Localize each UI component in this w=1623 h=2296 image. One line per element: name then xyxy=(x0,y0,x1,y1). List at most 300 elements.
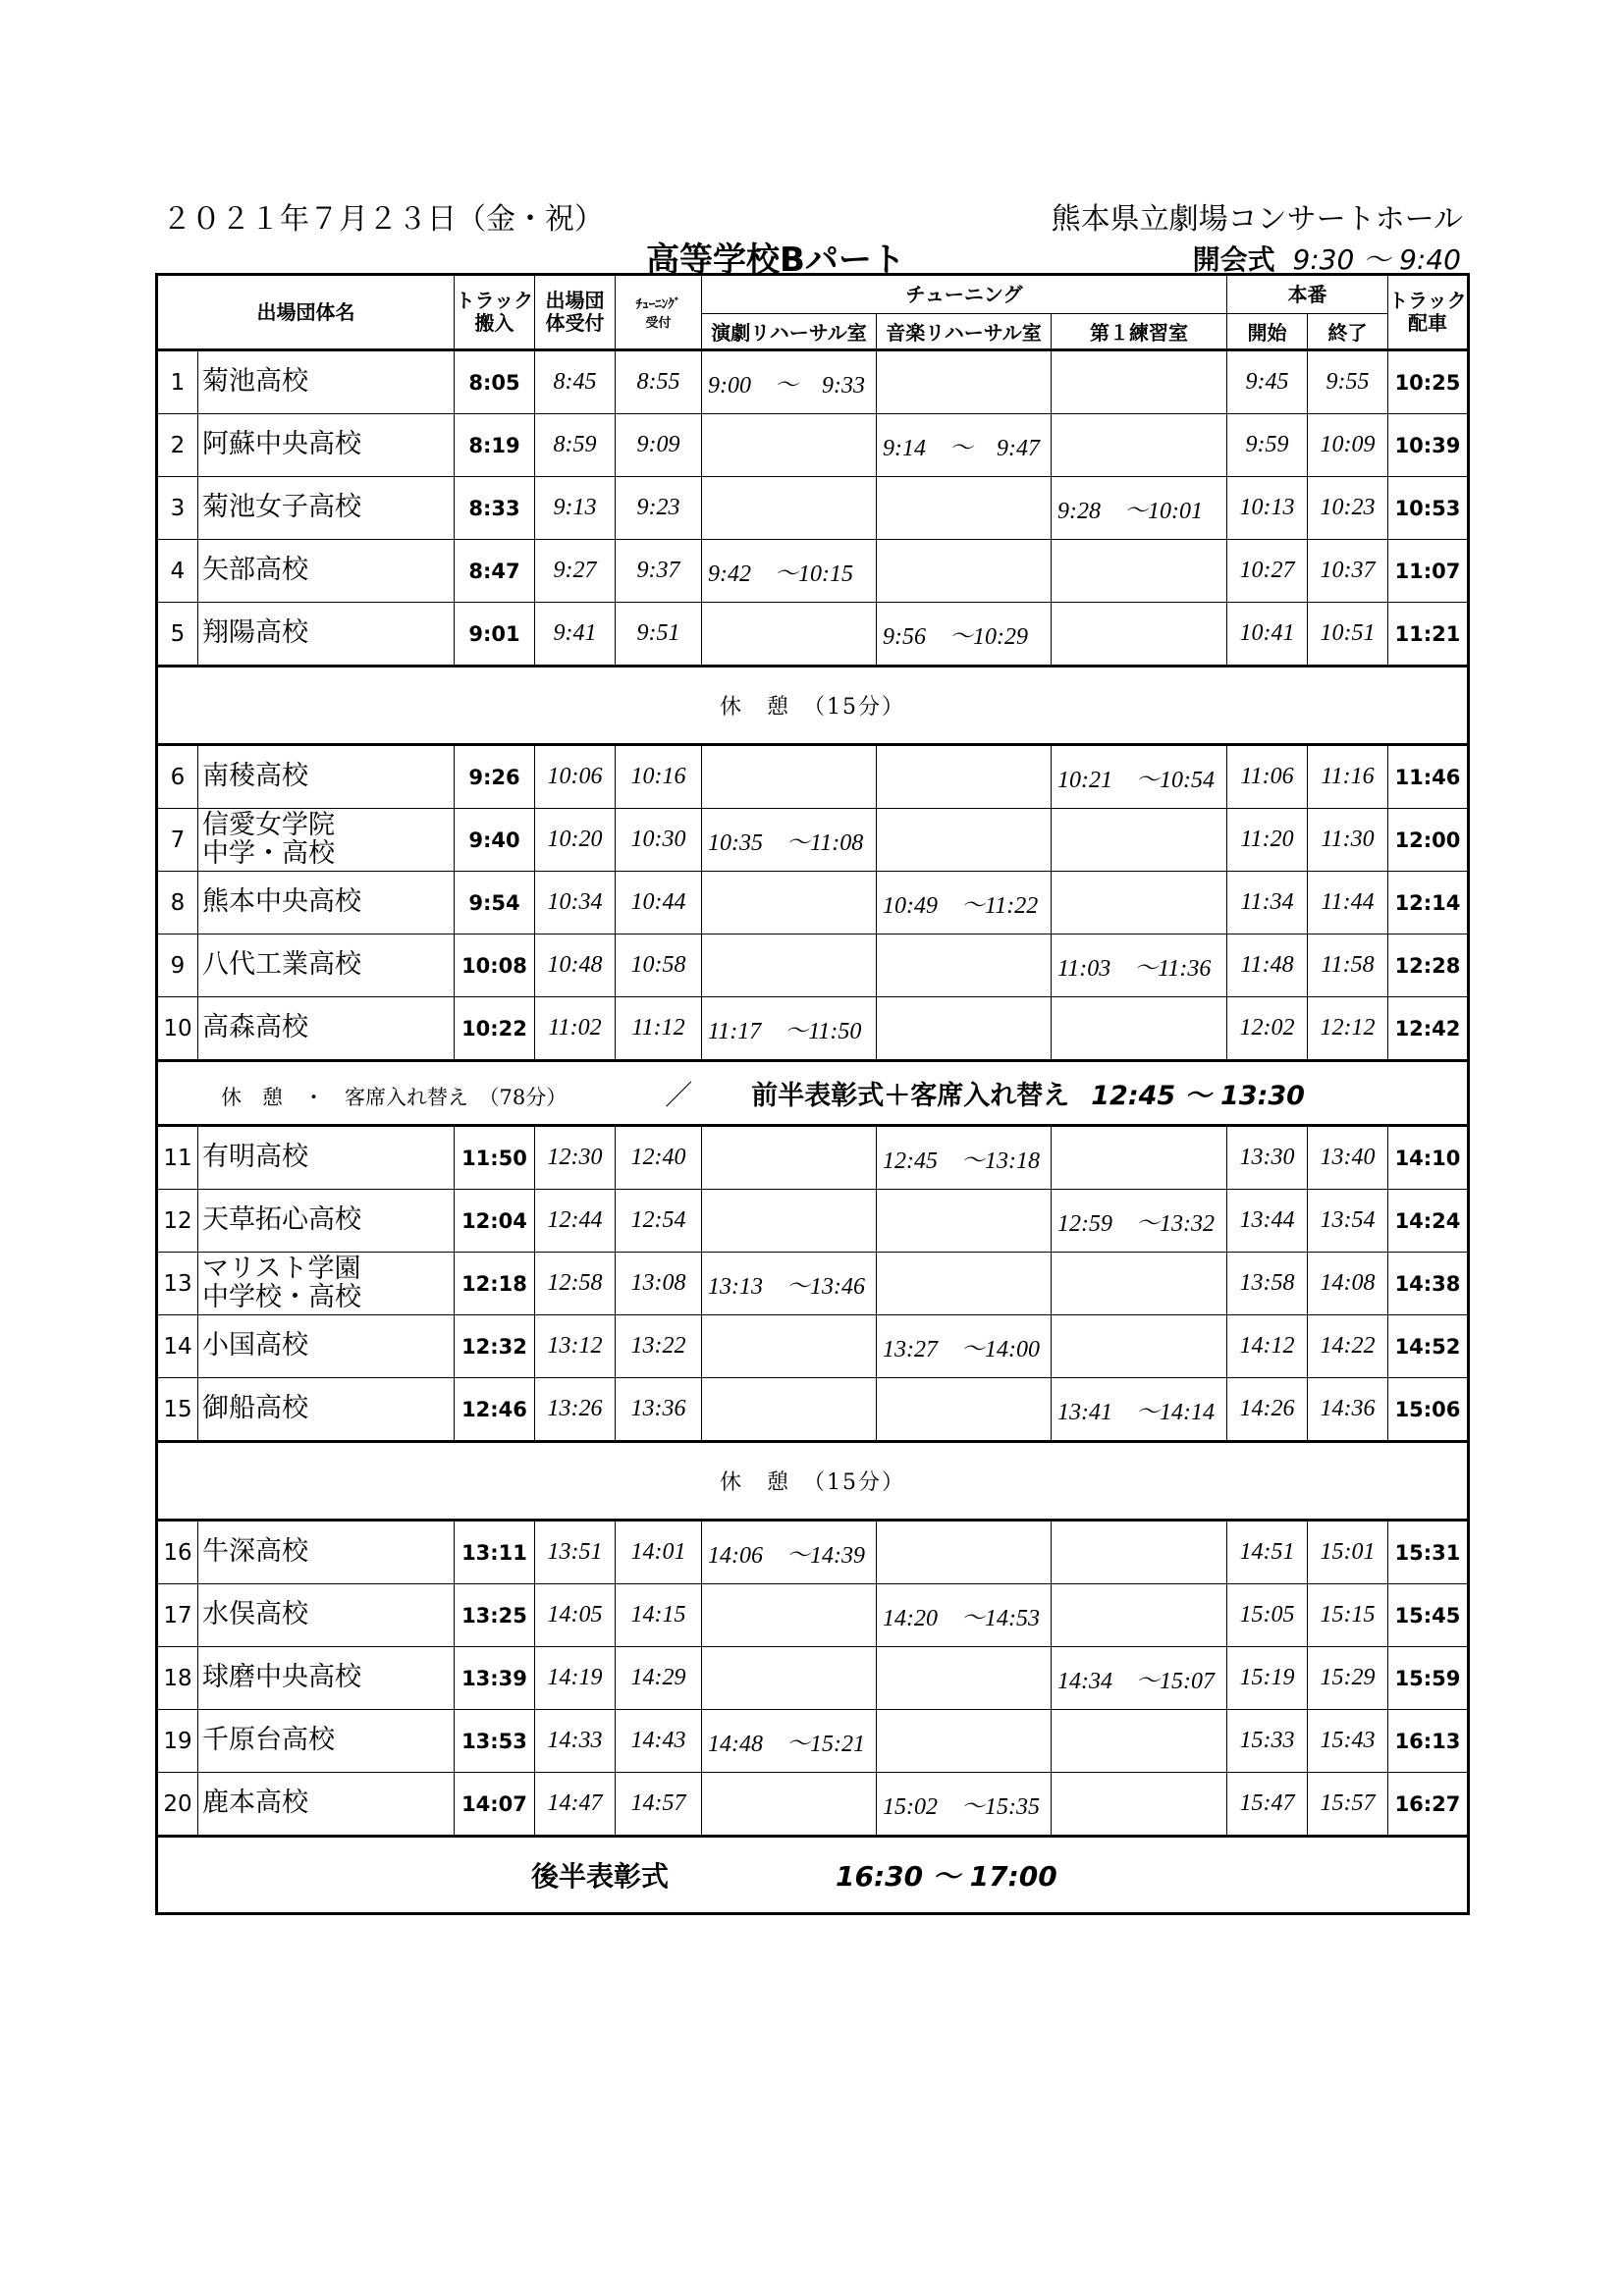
performance-end: 11:16 xyxy=(1308,745,1388,809)
performance-end: 11:58 xyxy=(1308,934,1388,997)
practice-room-slot xyxy=(1052,414,1227,477)
music-room-slot xyxy=(877,745,1052,809)
performance-start: 13:30 xyxy=(1227,1126,1308,1190)
practice-room-slot: 10:21 〜10:54 xyxy=(1052,745,1227,809)
ceremony-time: 12:45 〜 13:30 xyxy=(1091,1080,1305,1111)
group-name-line1: 阿蘇中央高校 xyxy=(202,429,361,460)
table-row xyxy=(157,477,1469,540)
col-truck-in-2: 搬入 xyxy=(474,311,514,335)
table-row xyxy=(157,1190,1469,1253)
table-row xyxy=(157,540,1469,603)
reception-time: 14:05 xyxy=(535,1584,616,1647)
table-row xyxy=(157,350,1469,414)
truck-in-time: 9:40 xyxy=(455,809,535,872)
group-name-line1: 翔陽高校 xyxy=(202,617,308,649)
table-row xyxy=(157,872,1469,934)
group-name-line1: 水俣高校 xyxy=(202,1599,308,1630)
practice-room-slot xyxy=(1052,997,1227,1061)
col-group: 出場団体名 xyxy=(157,275,455,350)
opening-label: 開会式 xyxy=(1192,243,1275,276)
tuning-reception-time: 14:43 xyxy=(616,1710,702,1773)
practice-room-slot xyxy=(1052,540,1227,603)
tuning-reception-time: 13:36 xyxy=(616,1378,702,1442)
row-number: 12 xyxy=(157,1190,198,1253)
group-name xyxy=(198,1378,455,1442)
table-row xyxy=(157,1647,1469,1710)
tuning-reception-time: 9:09 xyxy=(616,414,702,477)
performance-end: 14:08 xyxy=(1308,1253,1388,1315)
truck-in-time: 9:26 xyxy=(455,745,535,809)
performance-end: 15:01 xyxy=(1308,1521,1388,1584)
drama-room-slot xyxy=(702,603,877,667)
group-name xyxy=(198,872,455,934)
truck-out-time: 12:28 xyxy=(1388,934,1469,997)
reception-time: 13:12 xyxy=(535,1315,616,1378)
reception-time: 13:26 xyxy=(535,1378,616,1442)
practice-room-slot: 13:41 〜14:14 xyxy=(1052,1378,1227,1442)
tuning-reception-time: 14:15 xyxy=(616,1584,702,1647)
performance-start: 13:44 xyxy=(1227,1190,1308,1253)
truck-out-time: 15:06 xyxy=(1388,1378,1469,1442)
header-row-1 xyxy=(157,275,1469,314)
practice-room-slot xyxy=(1052,1521,1227,1584)
practice-room-slot xyxy=(1052,1126,1227,1190)
practice-room-slot: 9:28 〜10:01 xyxy=(1052,477,1227,540)
final-ceremony-time: 16:30 〜 17:00 xyxy=(836,1860,1057,1893)
truck-in-time: 10:08 xyxy=(455,934,535,997)
group-name-line1: 熊本中央高校 xyxy=(202,886,361,918)
group-name xyxy=(198,1521,455,1584)
reception-time: 12:58 xyxy=(535,1253,616,1315)
truck-out-time: 14:38 xyxy=(1388,1253,1469,1315)
col-truck-out-2: 配車 xyxy=(1408,311,1447,335)
group-name xyxy=(198,1647,455,1710)
music-room-slot xyxy=(877,350,1052,414)
reception-time: 10:48 xyxy=(535,934,616,997)
table-row xyxy=(157,997,1469,1061)
reception-time: 11:02 xyxy=(535,997,616,1061)
reception-time: 8:59 xyxy=(535,414,616,477)
truck-out-time: 15:45 xyxy=(1388,1584,1469,1647)
row-number: 13 xyxy=(157,1253,198,1315)
reception-time: 14:19 xyxy=(535,1647,616,1710)
table-row xyxy=(157,745,1469,809)
truck-in-time: 9:54 xyxy=(455,872,535,934)
truck-in-time: 12:46 xyxy=(455,1378,535,1442)
performance-end: 15:15 xyxy=(1308,1584,1388,1647)
group-name xyxy=(198,1315,455,1378)
col-room-music: 音楽リハーサル室 xyxy=(877,314,1052,350)
performance-start: 15:33 xyxy=(1227,1710,1308,1773)
truck-out-time: 12:14 xyxy=(1388,872,1469,934)
col-end: 終了 xyxy=(1308,314,1388,350)
tuning-reception-time: 9:23 xyxy=(616,477,702,540)
performance-start: 14:26 xyxy=(1227,1378,1308,1442)
row-number: 16 xyxy=(157,1521,198,1584)
music-room-slot xyxy=(877,1190,1052,1253)
break-label: 休 憩 ・ 客席入れ替え （78分） xyxy=(221,1085,568,1109)
group-name xyxy=(198,1773,455,1837)
group-name xyxy=(198,1253,455,1315)
truck-out-time: 16:27 xyxy=(1388,1773,1469,1837)
truck-out-time: 10:39 xyxy=(1388,414,1469,477)
drama-room-slot: 9:42 〜10:15 xyxy=(702,540,877,603)
music-room-slot xyxy=(877,809,1052,872)
performance-start: 10:13 xyxy=(1227,477,1308,540)
performance-end: 10:09 xyxy=(1308,414,1388,477)
reception-time: 12:30 xyxy=(535,1126,616,1190)
truck-in-time: 8:05 xyxy=(455,350,535,414)
row-number: 1 xyxy=(157,350,198,414)
group-name-line1: 高森高校 xyxy=(202,1012,308,1043)
reception-time: 10:34 xyxy=(535,872,616,934)
group-name xyxy=(198,414,455,477)
group-name xyxy=(198,477,455,540)
separator: ／ xyxy=(665,1078,693,1111)
practice-room-slot: 12:59 〜13:32 xyxy=(1052,1190,1227,1253)
performance-end: 11:44 xyxy=(1308,872,1388,934)
col-truck-in xyxy=(455,275,535,350)
practice-room-slot xyxy=(1052,872,1227,934)
performance-start: 11:20 xyxy=(1227,809,1308,872)
truck-out-time: 10:25 xyxy=(1388,350,1469,414)
music-room-slot: 15:02 〜15:35 xyxy=(877,1773,1052,1837)
col-truck-in-1: トラック xyxy=(455,289,534,312)
reception-time: 14:33 xyxy=(535,1710,616,1773)
reception-time: 9:27 xyxy=(535,540,616,603)
group-name-line1: 矢部高校 xyxy=(202,555,308,586)
row-number: 11 xyxy=(157,1126,198,1190)
practice-room-slot xyxy=(1052,809,1227,872)
row-number: 19 xyxy=(157,1710,198,1773)
group-name-line2: 中学校・高校 xyxy=(202,1281,361,1312)
truck-out-time: 12:00 xyxy=(1388,809,1469,872)
group-name xyxy=(198,603,455,667)
performance-start: 13:58 xyxy=(1227,1253,1308,1315)
group-name xyxy=(198,350,455,414)
drama-room-slot xyxy=(702,1126,877,1190)
performance-start: 14:12 xyxy=(1227,1315,1308,1378)
group-name-line1: 球磨中央高校 xyxy=(202,1662,361,1693)
opening-time: 9:30 〜 9:40 xyxy=(1292,243,1461,276)
break-label: 休 憩 （15分） xyxy=(157,1442,1469,1521)
tuning-reception-time: 13:22 xyxy=(616,1315,702,1378)
tuning-reception-time: 10:16 xyxy=(616,745,702,809)
performance-start: 10:41 xyxy=(1227,603,1308,667)
table-row xyxy=(157,1773,1469,1837)
break-row-ceremony xyxy=(157,1061,1469,1126)
group-name xyxy=(198,745,455,809)
row-number: 6 xyxy=(157,745,198,809)
group-name-line1: 菊池女子高校 xyxy=(202,492,361,523)
drama-room-slot xyxy=(702,477,877,540)
music-room-slot: 13:27 〜14:00 xyxy=(877,1315,1052,1378)
row-number: 14 xyxy=(157,1315,198,1378)
row-number: 17 xyxy=(157,1584,198,1647)
col-room-practice: 第１練習室 xyxy=(1052,314,1227,350)
tuning-reception-time: 14:29 xyxy=(616,1647,702,1710)
truck-out-time: 14:10 xyxy=(1388,1126,1469,1190)
group-name xyxy=(198,1710,455,1773)
col-start: 開始 xyxy=(1227,314,1308,350)
drama-room-slot xyxy=(702,1773,877,1837)
table-row xyxy=(157,603,1469,667)
music-room-slot xyxy=(877,540,1052,603)
performance-end: 15:29 xyxy=(1308,1647,1388,1710)
group-name-line1: 千原台高校 xyxy=(202,1725,335,1756)
group-name-line1: マリスト学園 xyxy=(202,1254,361,1285)
performance-start: 11:48 xyxy=(1227,934,1308,997)
table-row xyxy=(157,934,1469,997)
tuning-reception-time: 10:44 xyxy=(616,872,702,934)
truck-in-time: 8:33 xyxy=(455,477,535,540)
tuning-reception-time: 8:55 xyxy=(616,350,702,414)
group-name xyxy=(198,540,455,603)
performance-end: 10:23 xyxy=(1308,477,1388,540)
group-name-line2: 中学・高校 xyxy=(202,837,335,869)
tuning-reception-time: 12:40 xyxy=(616,1126,702,1190)
row-number: 2 xyxy=(157,414,198,477)
performance-end: 15:57 xyxy=(1308,1773,1388,1837)
truck-in-time: 10:22 xyxy=(455,997,535,1061)
col-tuning-rec-2: 受付 xyxy=(645,316,672,331)
music-room-slot xyxy=(877,1378,1052,1442)
col-reception-2: 体受付 xyxy=(545,311,605,335)
performance-start: 10:27 xyxy=(1227,540,1308,603)
row-number: 20 xyxy=(157,1773,198,1837)
reception-time: 10:06 xyxy=(535,745,616,809)
table-row xyxy=(157,1253,1469,1315)
group-name xyxy=(198,1584,455,1647)
drama-room-slot xyxy=(702,1190,877,1253)
music-room-slot: 9:56 〜10:29 xyxy=(877,603,1052,667)
group-name-line1: 牛深高校 xyxy=(202,1536,308,1568)
group-name-line1: 信愛女学院 xyxy=(202,810,335,841)
practice-room-slot xyxy=(1052,1584,1227,1647)
music-room-slot: 10:49 〜11:22 xyxy=(877,872,1052,934)
tuning-reception-time: 9:37 xyxy=(616,540,702,603)
reception-time: 12:44 xyxy=(535,1190,616,1253)
truck-in-time: 14:07 xyxy=(455,1773,535,1837)
table-row xyxy=(157,1126,1469,1190)
practice-room-slot xyxy=(1052,1710,1227,1773)
truck-in-time: 13:53 xyxy=(455,1710,535,1773)
drama-room-slot xyxy=(702,1378,877,1442)
truck-in-time: 13:39 xyxy=(455,1647,535,1710)
row-number: 3 xyxy=(157,477,198,540)
row-number: 4 xyxy=(157,540,198,603)
music-room-slot xyxy=(877,1710,1052,1773)
col-truck-out-1: トラック xyxy=(1388,289,1467,312)
group-name xyxy=(198,809,455,872)
drama-room-slot: 9:00 〜 9:33 xyxy=(702,350,877,414)
row-number: 9 xyxy=(157,934,198,997)
reception-time: 9:41 xyxy=(535,603,616,667)
group-name-line1: 鹿本高校 xyxy=(202,1788,308,1819)
music-room-slot: 9:14 〜 9:47 xyxy=(877,414,1052,477)
drama-room-slot xyxy=(702,1647,877,1710)
drama-room-slot: 13:13 〜13:46 xyxy=(702,1253,877,1315)
reception-time: 9:13 xyxy=(535,477,616,540)
reception-time: 8:45 xyxy=(535,350,616,414)
tuning-reception-time: 10:58 xyxy=(616,934,702,997)
reception-time: 14:47 xyxy=(535,1773,616,1837)
truck-out-time: 16:13 xyxy=(1388,1710,1469,1773)
table-row xyxy=(157,1710,1469,1773)
truck-in-time: 9:01 xyxy=(455,603,535,667)
break-row xyxy=(157,1442,1469,1521)
truck-in-time: 11:50 xyxy=(455,1126,535,1190)
truck-in-time: 12:18 xyxy=(455,1253,535,1315)
drama-room-slot xyxy=(702,872,877,934)
practice-room-slot xyxy=(1052,1773,1227,1837)
performance-end: 9:55 xyxy=(1308,350,1388,414)
reception-time: 10:20 xyxy=(535,809,616,872)
group-name xyxy=(198,997,455,1061)
truck-in-time: 12:04 xyxy=(455,1190,535,1253)
performance-start: 15:47 xyxy=(1227,1773,1308,1837)
music-room-slot: 12:45 〜13:18 xyxy=(877,1126,1052,1190)
practice-room-slot xyxy=(1052,350,1227,414)
group-name-line1: 南稜高校 xyxy=(202,761,308,792)
row-number: 15 xyxy=(157,1378,198,1442)
truck-in-time: 13:11 xyxy=(455,1521,535,1584)
truck-out-time: 14:24 xyxy=(1388,1190,1469,1253)
truck-out-time: 10:53 xyxy=(1388,477,1469,540)
practice-room-slot xyxy=(1052,603,1227,667)
practice-room-slot: 11:03 〜11:36 xyxy=(1052,934,1227,997)
group-name-line1: 天草拓心高校 xyxy=(202,1204,361,1236)
performance-start: 12:02 xyxy=(1227,997,1308,1061)
event-date: ２０２１年７月２３日（金・祝） xyxy=(162,202,604,237)
music-room-slot xyxy=(877,1521,1052,1584)
table-row xyxy=(157,1378,1469,1442)
group-name-line1: 八代工業高校 xyxy=(202,949,361,981)
group-name-line1: 有明高校 xyxy=(202,1142,308,1173)
table-row xyxy=(157,414,1469,477)
col-performance: 本番 xyxy=(1227,275,1388,314)
group-name-line1: 菊池高校 xyxy=(202,366,308,398)
tuning-reception-time: 14:01 xyxy=(616,1521,702,1584)
performance-end: 11:30 xyxy=(1308,809,1388,872)
drama-room-slot: 11:17 〜11:50 xyxy=(702,997,877,1061)
col-reception-1: 出場団 xyxy=(545,289,605,312)
drama-room-slot xyxy=(702,1584,877,1647)
group-name-line1: 御船高校 xyxy=(202,1393,308,1424)
performance-end: 15:43 xyxy=(1308,1710,1388,1773)
page-title: 高等学校Bパート xyxy=(646,240,905,280)
drama-room-slot: 10:35 〜11:08 xyxy=(702,809,877,872)
performance-end: 12:12 xyxy=(1308,997,1388,1061)
break-row xyxy=(157,667,1469,745)
row-number: 8 xyxy=(157,872,198,934)
truck-in-time: 12:32 xyxy=(455,1315,535,1378)
performance-end: 13:54 xyxy=(1308,1190,1388,1253)
final-ceremony-row xyxy=(157,1837,1469,1914)
music-room-slot xyxy=(877,934,1052,997)
group-name xyxy=(198,1190,455,1253)
performance-start: 9:59 xyxy=(1227,414,1308,477)
performance-start: 14:51 xyxy=(1227,1521,1308,1584)
music-room-slot xyxy=(877,477,1052,540)
drama-room-slot xyxy=(702,745,877,809)
practice-room-slot xyxy=(1052,1315,1227,1378)
row-number: 18 xyxy=(157,1647,198,1710)
truck-out-time: 11:46 xyxy=(1388,745,1469,809)
table-row xyxy=(157,1521,1469,1584)
music-room-slot xyxy=(877,1647,1052,1710)
ceremony-label: 前半表彰式＋客席入れ替え xyxy=(751,1080,1070,1111)
performance-start: 15:19 xyxy=(1227,1647,1308,1710)
tuning-reception-time: 12:54 xyxy=(616,1190,702,1253)
performance-start: 11:34 xyxy=(1227,872,1308,934)
practice-room-slot: 14:34 〜15:07 xyxy=(1052,1647,1227,1710)
performance-start: 11:06 xyxy=(1227,745,1308,809)
truck-in-time: 8:19 xyxy=(455,414,535,477)
table-row xyxy=(157,1584,1469,1647)
col-room-drama: 演劇リハーサル室 xyxy=(702,314,877,350)
reception-time: 13:51 xyxy=(535,1521,616,1584)
table-row xyxy=(157,809,1469,872)
performance-end: 14:22 xyxy=(1308,1315,1388,1378)
drama-room-slot: 14:48 〜15:21 xyxy=(702,1710,877,1773)
performance-end: 14:36 xyxy=(1308,1378,1388,1442)
truck-out-time: 14:52 xyxy=(1388,1315,1469,1378)
tuning-reception-time: 14:57 xyxy=(616,1773,702,1837)
table-row xyxy=(157,1315,1469,1378)
tuning-reception-time: 11:12 xyxy=(616,997,702,1061)
row-number: 10 xyxy=(157,997,198,1061)
row-number: 7 xyxy=(157,809,198,872)
truck-out-time: 15:59 xyxy=(1388,1647,1469,1710)
truck-out-time: 11:21 xyxy=(1388,603,1469,667)
music-room-slot xyxy=(877,997,1052,1061)
final-ceremony-label: 後半表彰式 xyxy=(531,1860,670,1893)
col-tuning: チューニング xyxy=(702,275,1227,314)
col-tuning-rec-1: ﾁｭｰﾆﾝｸﾞ xyxy=(635,297,681,312)
col-truck-out xyxy=(1388,275,1469,350)
col-tuning-reception xyxy=(616,275,702,350)
tuning-reception-time: 10:30 xyxy=(616,809,702,872)
performance-end: 10:37 xyxy=(1308,540,1388,603)
performance-end: 13:40 xyxy=(1308,1126,1388,1190)
group-name xyxy=(198,1126,455,1190)
music-room-slot: 14:20 〜14:53 xyxy=(877,1584,1052,1647)
truck-in-time: 13:25 xyxy=(455,1584,535,1647)
truck-in-time: 8:47 xyxy=(455,540,535,603)
group-name-line1: 小国高校 xyxy=(202,1330,308,1362)
drama-room-slot xyxy=(702,1315,877,1378)
truck-out-time: 11:07 xyxy=(1388,540,1469,603)
group-name xyxy=(198,934,455,997)
drama-room-slot: 14:06 〜14:39 xyxy=(702,1521,877,1584)
truck-out-time: 12:42 xyxy=(1388,997,1469,1061)
break-label: 休 憩 （15分） xyxy=(157,667,1469,745)
venue-name: 熊本県立劇場コンサートホール xyxy=(1051,202,1463,237)
performance-start: 9:45 xyxy=(1227,350,1308,414)
row-number: 5 xyxy=(157,603,198,667)
col-reception xyxy=(535,275,616,350)
truck-out-time: 15:31 xyxy=(1388,1521,1469,1584)
tuning-reception-time: 13:08 xyxy=(616,1253,702,1315)
tuning-reception-time: 9:51 xyxy=(616,603,702,667)
opening-ceremony xyxy=(1193,239,1461,278)
practice-room-slot xyxy=(1052,1253,1227,1315)
music-room-slot xyxy=(877,1253,1052,1315)
performance-end: 10:51 xyxy=(1308,603,1388,667)
drama-room-slot xyxy=(702,934,877,997)
schedule-table xyxy=(155,273,1470,1915)
